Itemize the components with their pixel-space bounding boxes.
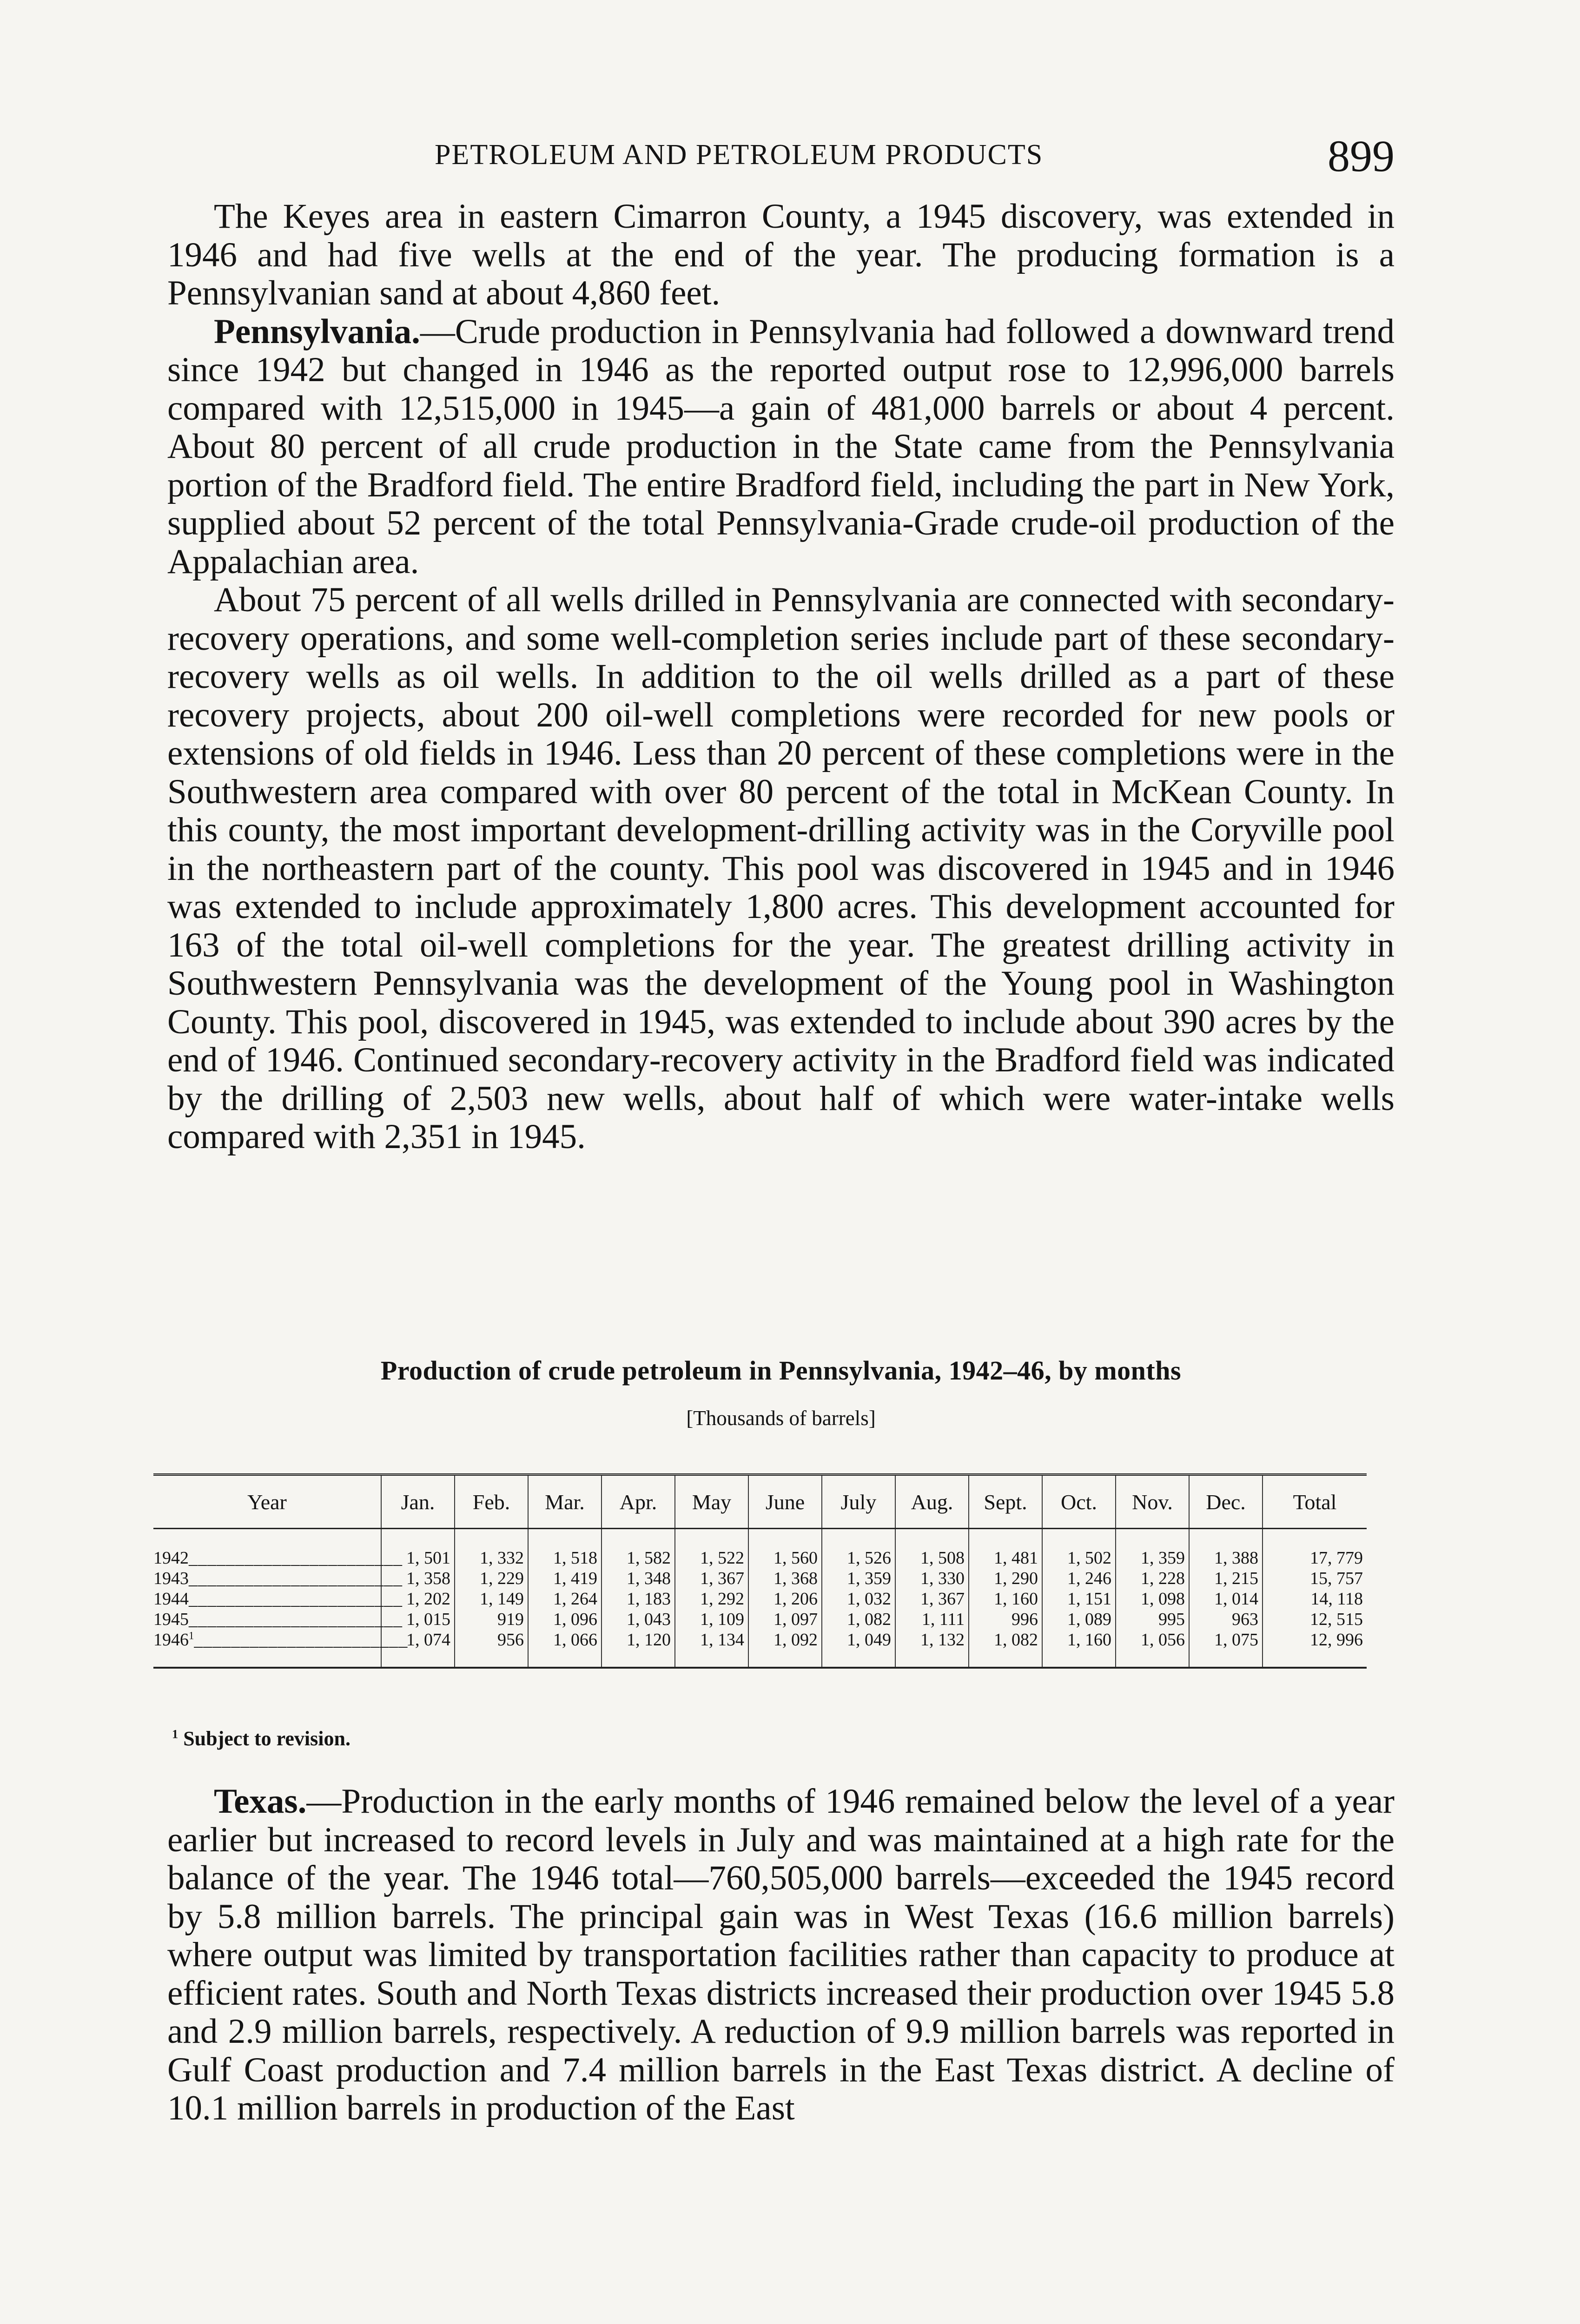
row-year <box>153 1589 403 1609</box>
table-cell: 1, 206 <box>748 1589 822 1609</box>
dot-leader: _______________________ <box>189 1610 403 1629</box>
table-cell: 1, 215 <box>1189 1568 1263 1589</box>
table-cell: 1, 332 <box>455 1529 528 1569</box>
table-cell: 1, 388 <box>1189 1529 1263 1569</box>
paragraph-text: —Production in the early months of 1946 remained below the level of a year earlier but increased to record levels in July and was maintained at a high rate for the balance of the year. The 1946 total—760,505,000 barrels—exceeded the 1945 record by 5.8 million barrels. The principal gain was in West Texas (16.6 million barrels) where output was limited by transportation facilities rather than capacity to produce at efficient rates. South and North Texas districts increased their production over 1945 5.8 and 2.9 million barrels, respectively. A reduction of 9.9 million barrels was reported in Gulf Coast production and 7.4 million barrels in the East Texas district. A decline of 10.1 million barrels in production of the East <box>167 1782 1395 2127</box>
table-cell: 1, 089 <box>1042 1609 1116 1630</box>
column-header: July <box>822 1475 895 1529</box>
table-cell: 1, 359 <box>1116 1529 1189 1569</box>
table-cell: 17, 779 <box>1263 1529 1367 1569</box>
dot-leader: _______________________ <box>189 1548 403 1568</box>
table-cell: 1, 202 <box>381 1589 455 1609</box>
table-cell: 1, 560 <box>748 1529 822 1569</box>
table-cell: 996 <box>969 1609 1042 1630</box>
paragraph-secondary-recovery <box>167 581 1395 1156</box>
table-cell: 1, 151 <box>1042 1589 1116 1609</box>
column-header: May <box>675 1475 748 1529</box>
table-row <box>153 1529 1367 1569</box>
table-cell: 995 <box>1116 1609 1189 1630</box>
table-cell: 1, 522 <box>675 1529 748 1569</box>
table-cell: 1, 183 <box>602 1589 675 1609</box>
table-cell: 1, 367 <box>675 1568 748 1589</box>
table-cell: 1, 481 <box>969 1529 1042 1569</box>
table-cell: 1, 075 <box>1189 1630 1263 1668</box>
table-cell: 1, 359 <box>822 1568 895 1589</box>
paragraph-text: About 75 percent of all wells drilled in Pennsylvania are connected with secondary-recovery operations, and some well-completion series include part of these secondary-recovery wells as oil wells. In addition to the oil wells drilled as a part of these recovery projects, about 200 oil-well completions were recorded for new pools or extensions of old fields in 1946. Less than 20 percent of these completions were in the Southwestern area compared with over 80 percent of the total in McKean County. In this county, the most important development-drilling activity was in the Coryville pool in the northeastern part of the county. This pool was discovered in 1945 and in 1946 was extended to include approximately 1,800 acres. This development accounted for 163 of the total oil-well completions for the year. The greatest drilling activity in Southwestern Pennsylvania was the development of the Young pool in Washington County. This pool, discovered in 1945, was extended to include about 390 acres by the end of 1946. Continued secondary-recovery activity in the Bradford field was indicated by the drilling of 2,503 new wells, about half of which were water-intake wells compared with 2,351 in 1945. <box>167 581 1395 1156</box>
table-cell: 1, 228 <box>1116 1568 1189 1589</box>
table-cell: 1, 092 <box>748 1630 822 1668</box>
running-head <box>167 131 1395 186</box>
table-cell: 1, 264 <box>528 1589 602 1609</box>
table-cell: 15, 757 <box>1263 1568 1367 1589</box>
table-cell: 1, 502 <box>1042 1529 1116 1569</box>
table-cell: 12, 515 <box>1263 1609 1367 1630</box>
dot-leader: _______________________ <box>194 1630 408 1650</box>
table-cell: 1, 098 <box>1116 1589 1189 1609</box>
column-header: Jan. <box>381 1475 455 1529</box>
column-header: Mar. <box>528 1475 602 1529</box>
running-title: PETROLEUM AND PETROLEUM PRODUCTS <box>435 139 1044 171</box>
row-year <box>153 1568 403 1589</box>
body-text-bottom <box>167 1783 1395 2128</box>
footnote-mark: 1 <box>172 1727 178 1741</box>
table-cell: 1, 290 <box>969 1568 1042 1589</box>
table-cell: 1, 032 <box>822 1589 895 1609</box>
column-header: Dec. <box>1189 1475 1263 1529</box>
table-cell: 1, 229 <box>455 1568 528 1589</box>
table-cell: 1, 111 <box>895 1609 969 1630</box>
table-cell: 1, 501 <box>381 1529 455 1569</box>
table-row <box>153 1609 1367 1630</box>
table-cell: 1, 134 <box>675 1630 748 1668</box>
paragraph-texas <box>167 1783 1395 2128</box>
table-cell: 1, 508 <box>895 1529 969 1569</box>
table-cell: 1, 526 <box>822 1529 895 1569</box>
footnote-ref: 1 <box>189 1630 194 1642</box>
table-cell: 12, 996 <box>1263 1630 1367 1668</box>
table-caption: Production of crude petroleum in Pennsylvania, 1942–46, by months <box>380 1355 1182 1386</box>
table-cell: 919 <box>455 1609 528 1630</box>
dot-leader: _______________________ <box>189 1589 403 1609</box>
column-header: Oct. <box>1042 1475 1116 1529</box>
table-cell: 1, 015 <box>381 1609 455 1630</box>
paragraph-text: The Keyes area in eastern Cimarron County, a 1945 discovery, was extended in 1946 and had five wells at the end of the year. The producing formation is a Pennsylvanian sand at about 4,860 feet. <box>167 197 1395 312</box>
table-cell: 1, 246 <box>1042 1568 1116 1589</box>
table-unit-note: [Thousands of barrels] <box>686 1406 876 1430</box>
production-table <box>153 1473 1367 1669</box>
table-cell: 956 <box>455 1630 528 1668</box>
table-cell: 1, 109 <box>675 1609 748 1630</box>
table-cell: 1, 097 <box>748 1609 822 1630</box>
table-cell: 1, 292 <box>675 1589 748 1609</box>
table-cell: 1, 120 <box>602 1630 675 1668</box>
table-cell: 1, 582 <box>602 1529 675 1569</box>
row-year <box>153 1609 403 1630</box>
table-cell: 1, 074 <box>381 1630 455 1668</box>
table-cell: 1, 082 <box>969 1630 1042 1668</box>
table-row <box>153 1630 1367 1668</box>
table-cell: 1, 348 <box>602 1568 675 1589</box>
row-year <box>153 1630 408 1668</box>
column-header: June <box>748 1475 822 1529</box>
year-label: 1942 <box>153 1548 189 1568</box>
table-cell: 1, 132 <box>895 1630 969 1668</box>
table-header-row <box>153 1475 1367 1529</box>
paragraph-keyes-area <box>167 198 1395 313</box>
column-header: Total <box>1263 1475 1367 1529</box>
paragraph-text: —Crude production in Pennsylvania had followed a downward trend since 1942 but changed in 1946 as the reported output rose to 12,996,000 barrels compared with 12,515,000 in 1945—a gain of 481,000 barrels or about 4 percent. About 80 percent of all crude production in the State came from the Pennsylvania portion of the Bradford field. The entire Bradford field, including the part in New York, supplied about 52 percent of the total Pennsylvania-Grade crude-oil production of the Appalachian area. <box>167 312 1395 581</box>
page-number: 899 <box>1328 131 1395 181</box>
table-cell: 1, 043 <box>602 1609 675 1630</box>
table-cell: 1, 518 <box>528 1529 602 1569</box>
row-year <box>153 1529 403 1569</box>
year-label: 1946 <box>153 1630 189 1650</box>
table-cell: 1, 160 <box>1042 1630 1116 1668</box>
year-label: 1944 <box>153 1589 189 1609</box>
table-cell: 1, 049 <box>822 1630 895 1668</box>
table-cell: 1, 014 <box>1189 1589 1263 1609</box>
body-text-top <box>167 198 1395 1156</box>
table-cell: 1, 082 <box>822 1609 895 1630</box>
column-header: Year <box>153 1475 381 1529</box>
run-in-heading: Texas. <box>214 1782 307 1821</box>
column-header: Sept. <box>969 1475 1042 1529</box>
table-cell: 1, 330 <box>895 1568 969 1589</box>
dot-leader: _______________________ <box>189 1569 403 1588</box>
table-cell: 1, 056 <box>1116 1630 1189 1668</box>
table-row <box>153 1589 1367 1609</box>
table-cell: 963 <box>1189 1609 1263 1630</box>
table-row <box>153 1568 1367 1589</box>
table-cell: 14, 118 <box>1263 1589 1367 1609</box>
table-cell: 1, 367 <box>895 1589 969 1609</box>
year-label: 1943 <box>153 1569 189 1588</box>
production-table-wrapper <box>153 1473 1367 1669</box>
table-cell: 1, 160 <box>969 1589 1042 1609</box>
paragraph-pennsylvania <box>167 313 1395 581</box>
table-cell: 1, 149 <box>455 1589 528 1609</box>
footnote-text: Subject to revision. <box>183 1727 350 1750</box>
column-header: Feb. <box>455 1475 528 1529</box>
year-label: 1945 <box>153 1610 189 1629</box>
column-header: Nov. <box>1116 1475 1189 1529</box>
table-footnote <box>172 1727 350 1750</box>
table-cell: 1, 066 <box>528 1630 602 1668</box>
column-header: Aug. <box>895 1475 969 1529</box>
column-header: Apr. <box>602 1475 675 1529</box>
run-in-heading: Pennsylvania. <box>214 312 420 351</box>
table-cell: 1, 096 <box>528 1609 602 1630</box>
table-cell: 1, 368 <box>748 1568 822 1589</box>
table-cell: 1, 358 <box>381 1568 455 1589</box>
table-cell: 1, 419 <box>528 1568 602 1589</box>
